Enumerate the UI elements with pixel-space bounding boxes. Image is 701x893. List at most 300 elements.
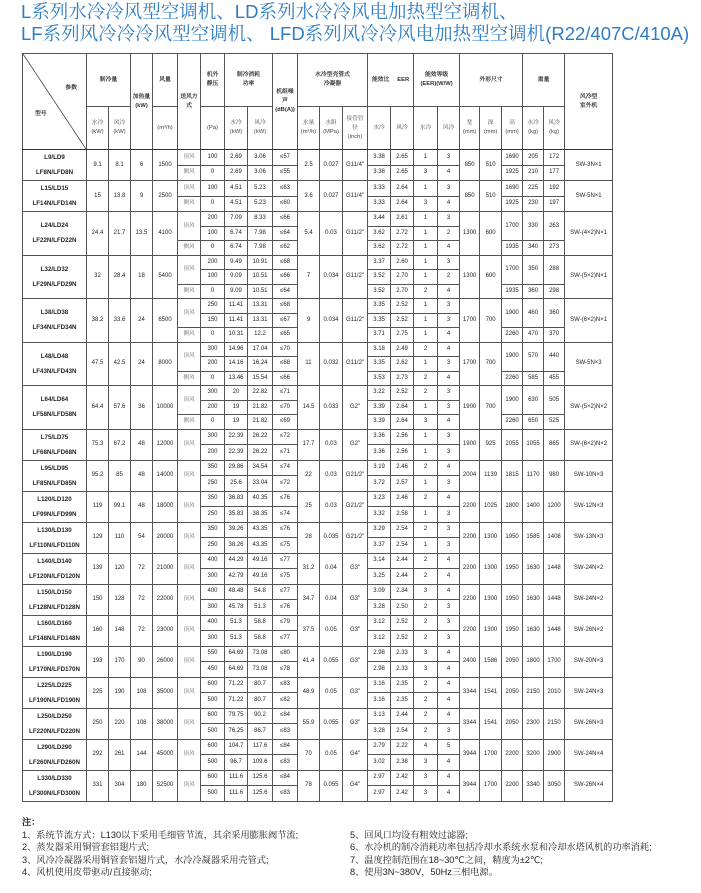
static-pressure-cell: 300 [201,342,225,357]
height-cell: 2050 [502,677,523,708]
width-cell: 2200 [460,584,480,615]
static-pressure-cell: 250 [201,299,225,314]
model-name: L190/LD190 [37,650,72,658]
grade-water-cell: 1 [414,476,438,492]
power-air-cell: 125.6 [248,786,273,802]
model-name: L330/LD330 [37,774,72,782]
weight-air-cell: 2010 [544,677,565,708]
weight-air-cell: 192 [544,181,565,197]
static-pressure-cell: 550 [201,646,225,662]
heating-cell: 18 [131,255,153,299]
eer-air-cell: 2.60 [391,255,414,270]
power-air-cell: 86.7 [248,724,273,740]
noise-cell: ≤80 [273,646,298,662]
power-air-cell: 54.8 [248,584,273,600]
power-air-cell: 125.6 [248,770,273,786]
eer-water-cell: 3.28 [368,600,391,616]
weight-water-cell: 1400 [523,491,544,522]
pipe-size-cell: G21/2" [343,460,368,491]
eer-air-cell: 2.35 [391,677,414,693]
grade-air-cell: 3 [438,313,460,328]
weight-air-cell: 273 [544,241,565,256]
table-row [23,460,613,476]
weight-water-cell: 225 [523,181,544,197]
power-water-cell: 14.16 [225,357,248,372]
eer-air-cell: 2.33 [391,662,414,678]
grade-water-cell: 1 [414,538,438,554]
power-air-cell: 26.22 [248,429,273,445]
grade-air-cell: 4 [438,786,460,802]
static-pressure-cell: 100 [201,270,225,285]
eer-air-header: 风冷 [391,107,414,150]
model-name: LF170N/LFD170N [29,665,80,673]
model-cell [23,460,87,491]
grade-air-cell: 3 [438,181,460,197]
eer-air-cell: 2.44 [391,569,414,585]
eer-water-cell: 2.97 [368,770,391,786]
weight-water-cell: 1630 [523,584,544,615]
airflow-cell: 45000 [153,739,178,770]
eer-water-cell: 3.22 [368,386,391,401]
model-cell [23,212,87,256]
airflow-cell: 4100 [153,212,178,256]
static-pressure-cell: 200 [201,400,225,415]
heating-cell: 9 [131,181,153,212]
weight-water-cell: 1055 [523,429,544,460]
eer-water-cell: 2.98 [368,646,391,662]
power-water-cell: 6.74 [225,226,248,241]
heating-cell: 72 [131,553,153,584]
grade-air-cell: 4 [438,165,460,181]
power-air-cell: 73.08 [248,662,273,678]
grade-water-cell: 1 [414,328,438,343]
power-water-cell: 13.46 [225,371,248,386]
noise-cell: ≤78 [273,662,298,678]
grade-air-cell: 4 [438,196,460,212]
water-resistance-cell: 0.034 [320,255,343,299]
noise-cell: ≤68 [273,255,298,270]
power-water-cell: 44.29 [225,553,248,569]
supply-mode-cell: 顶风 [178,150,201,166]
weight-water-cell: 340 [523,241,544,256]
power-water-cell: 6.74 [225,241,248,256]
cooling-water-header: 水冷 (kW) [87,107,109,150]
eer-air-cell: 2.58 [391,507,414,523]
outdoor-unit-cell: SW-24N×2 [565,553,613,584]
width-cell: 1700 [460,342,480,386]
static-pressure-cell: 500 [201,786,225,802]
power-water-cell: 10.31 [225,328,248,343]
weight-water-cell: 1585 [523,522,544,553]
depth-cell: 1541 [480,708,502,739]
grade-water-cell: 1 [414,507,438,523]
grade-air-cell: 4 [438,342,460,357]
power-water-cell: 19 [225,400,248,415]
supply-mode-cell: 顶风 [178,739,201,770]
grade-air-cell: 3 [438,600,460,616]
note-item: 3、风冷冷凝器采用铜管套铝翅片式，水冷冷凝器采用壳管式; [22,854,269,865]
height-cell: 1900 [502,342,523,371]
cooling-air-cell: 28.4 [109,255,131,299]
pipe-size-cell: G11/2" [343,342,368,386]
width-cell: 2200 [460,553,480,584]
height-cell: 2260 [502,371,523,386]
water-flow-cell: 78 [298,770,320,801]
water-resistance-cell: 0.055 [320,646,343,677]
model-name: LF14N/LFD14N [32,200,77,207]
power-water-cell: 76.25 [225,724,248,740]
water-resistance-cell: 0.055 [320,708,343,739]
grade-water-cell: 2 [414,522,438,538]
static-pressure-cell: 600 [201,677,225,693]
pipe-size-cell: G3" [343,708,368,739]
model-name: L290/LD290 [37,743,72,751]
grade-water-cell: 3 [414,662,438,678]
power-water-cell: 71.22 [225,677,248,693]
weight-air-cell: 2150 [544,708,565,739]
note-item: 2、蒸发器采用铜管套铝翅片式; [22,842,150,852]
power-water-cell: 25.6 [225,476,248,492]
water-flow-cell: 22 [298,460,320,491]
height-cell: 1935 [502,284,523,299]
model-name: L9/LD9 [44,154,65,161]
model-name: L160/LD160 [37,619,72,627]
supply-mode-cell: 顶风 [178,708,201,739]
power-water-cell: 38.26 [225,538,248,554]
power-air-cell: 12.2 [248,328,273,343]
airflow-cell: 2500 [153,181,178,212]
grade-air-cell: 3 [438,255,460,270]
static-pressure-cell: 0 [201,415,225,430]
heating-cell: 6 [131,150,153,181]
pipe-size-cell: G4" [343,770,368,801]
grade-water-cell: 3 [414,584,438,600]
eer-air-cell: 2.22 [391,739,414,755]
cooling-water-cell: 250 [87,708,109,739]
heating-cell: 108 [131,708,153,739]
depth-cell: 600 [480,255,502,299]
table-row [23,584,613,600]
cooling-air-cell: 21.7 [109,212,131,256]
model-name: L15/LD15 [40,185,69,192]
eer-air-cell: 2.34 [391,584,414,600]
weight-air-cell: 1448 [544,584,565,615]
note-item: 8、使用3N~380V，50Hz三相电源。 [350,867,498,877]
weight-air-cell: 1448 [544,553,565,584]
noise-cell: ≤66 [273,270,298,285]
noise-cell: ≤68 [273,357,298,372]
weight-water-cell: 470 [523,328,544,343]
table-row [23,615,613,631]
power-water-cell: 29.86 [225,460,248,476]
eer-water-cell: 3.09 [368,584,391,600]
power-air-cell: 80.7 [248,677,273,693]
depth-cell: 1300 [480,553,502,584]
width-cell: 3944 [460,770,480,801]
pipe-size-cell: G11/2" [343,212,368,256]
notes-heading: 注： [22,817,41,827]
eer-air-cell: 2.52 [391,386,414,401]
water-flow-cell: 2.5 [298,150,320,181]
grade-water-cell: 2 [414,460,438,476]
model-cell [23,386,87,430]
eer-water-cell: 2.98 [368,662,391,678]
static-pressure-cell: 200 [201,212,225,227]
power-air-cell: 34.54 [248,460,273,476]
width-cell: 1300 [460,255,480,299]
eer-water-cell: 3.16 [368,693,391,709]
weight-water-cell: 1630 [523,553,544,584]
height-cell: 1690 [502,181,523,197]
outdoor-unit-cell: SW-10N×3 [565,460,613,491]
grade-water-cell: 2 [414,677,438,693]
height-cell: 2050 [502,646,523,677]
grade-air-cell: 4 [438,755,460,771]
eer-air-cell: 2.52 [391,313,414,328]
power-water-cell: 14.96 [225,342,248,357]
eer-water-cell: 3.62 [368,226,391,241]
eer-water-cell: 3.72 [368,476,391,492]
height-cell: 2260 [502,415,523,430]
dimensions-header: 外形尺寸 [460,54,523,107]
airflow-cell: 21000 [153,553,178,584]
grade-water-cell: 2 [414,342,438,357]
height-cell: 1950 [502,553,523,584]
weight-air-cell: 865 [544,429,565,460]
cooling-air-cell: 8.1 [109,150,131,181]
static-pressure-cell: 100 [201,181,225,197]
grade-air-cell: 4 [438,241,460,256]
supply-mode-cell: 侧风 [178,196,201,212]
depth-cell: 700 [480,386,502,430]
pipe-size-cell: G3" [343,615,368,646]
static-pressure-cell: 450 [201,662,225,678]
grade-air-cell: 4 [438,491,460,507]
heating-cell: 48 [131,460,153,491]
model-name: LF22N/LFD22N [32,237,77,245]
static-pressure-cell: 300 [201,386,225,401]
cooling-water-cell: 9.1 [87,150,109,181]
grade-water-cell: 3 [414,415,438,430]
table-row [23,181,613,197]
model-name: L32/LD32 [40,265,69,273]
grade-air-cell: 3 [438,212,460,227]
eer-air-cell: 2.42 [391,770,414,786]
weight-water-cell: 585 [523,371,544,386]
noise-cell: ≤79 [273,615,298,631]
water-flow-cell: 37.5 [298,615,320,646]
weight-water-cell: 2150 [523,677,544,708]
eer-air-cell: 2.64 [391,196,414,212]
noise-cell: ≤82 [273,693,298,709]
power-air-cell: 43.35 [248,522,273,538]
power-water-cell: 9.49 [225,255,248,270]
height-header: 高 (mm) [502,107,523,150]
supply-mode-cell: 顶风 [178,770,201,801]
spec-table [22,53,613,802]
outdoor-unit-cell: SW-(5×2)N×2 [565,386,613,430]
water-resistance-cell: 0.032 [320,342,343,386]
noise-cell: ≤70 [273,342,298,357]
supply-mode-cell: 顶风 [178,460,201,491]
static-pressure-cell: 0 [201,371,225,386]
cooling-air-cell: 120 [109,553,131,584]
eer-air-cell: 2.62 [391,357,414,372]
water-flow-cell: 25 [298,491,320,522]
airflow-cell: 12000 [153,429,178,460]
model-cell [23,522,87,553]
condenser-header: 水冷型壳管式 冷凝器 [298,54,368,107]
cooling-water-cell: 292 [87,739,109,770]
grade-air-cell: 4 [438,553,460,569]
height-cell: 1950 [502,615,523,646]
supply-mode-cell: 顶风 [178,491,201,522]
water-flow-cell: 70 [298,739,320,770]
power-water-cell: 111.6 [225,786,248,802]
water-resistance-cell: 0.055 [320,770,343,801]
power-water-cell: 20 [225,386,248,401]
water-resistance-cell: 0.033 [320,386,343,430]
eer-water-cell: 3.37 [368,538,391,554]
water-flow-cell: 48.9 [298,677,320,708]
static-pressure-cell: 600 [201,708,225,724]
power-header: 制冷消耗 功率 [225,54,273,107]
notes-right [350,829,652,879]
outdoor-unit-cell: SW-(6×2)N×2 [565,429,613,460]
pipe-size-cell: G2" [343,429,368,460]
airflow-cell: 10000 [153,386,178,430]
table-row [23,255,613,270]
noise-cell: ≤70 [273,400,298,415]
eer-air-cell: 2.65 [391,150,414,166]
depth-cell: 700 [480,342,502,386]
grade-water-cell: 1 [414,226,438,241]
noise-cell: ≤67 [273,313,298,328]
height-cell: 1690 [502,150,523,166]
power-water-cell: 71.22 [225,693,248,709]
height-cell: 1700 [502,255,523,284]
height-cell: 1900 [502,386,523,415]
eer-air-cell: 2.64 [391,400,414,415]
depth-cell: 1586 [480,646,502,677]
pipe-size-cell: G21/2" [343,522,368,553]
grade-air-cell: 4 [438,646,460,662]
grade-water-cell: 1 [414,400,438,415]
cooling-water-cell: 75.3 [87,429,109,460]
power-water-cell: 2.69 [225,165,248,181]
grade-air-cell: 4 [438,569,460,585]
water-resistance-cell: 0.03 [320,429,343,460]
noise-header: 机组噪 声 (dB(A)) [273,54,298,150]
grade-water-cell: 3 [414,786,438,802]
cooling-water-cell: 24.4 [87,212,109,256]
grade-water-cell: 2 [414,693,438,709]
height-cell: 2055 [502,429,523,460]
water-resistance-cell: 0.05 [320,677,343,708]
supply-mode-cell: 侧风 [178,284,201,299]
pipe-size-cell: G11/2" [343,299,368,343]
weight-air-cell: 177 [544,165,565,181]
grade-water-cell: 4 [414,739,438,755]
model-cell [23,584,87,615]
power-air-cell: 117.6 [248,739,273,755]
static-pressure-cell: 200 [201,357,225,372]
noise-cell: ≤66 [273,212,298,227]
model-name: LF128N/LFD128N [29,603,80,611]
model-cell [23,181,87,212]
width-cell: 2200 [460,491,480,522]
table-row [23,212,613,227]
noise-cell: ≤62 [273,241,298,256]
weight-water-cell: 350 [523,255,544,284]
eer-water-cell: 2.79 [368,739,391,755]
noise-cell: ≤63 [273,181,298,197]
power-air-cell: 8.33 [248,212,273,227]
weight-water-cell: 460 [523,299,544,328]
table-body [23,150,613,802]
water-resistance-cell: 0.05 [320,739,343,770]
static-pressure-cell: 500 [201,724,225,740]
outdoor-unit-cell: SW-24N×2 [565,584,613,615]
eer-header [368,54,414,107]
power-water-cell: 51.3 [225,615,248,631]
static-pressure-cell: 300 [201,631,225,647]
grade-air-cell: 4 [438,662,460,678]
weight-water-cell: 630 [523,386,544,415]
eer-air-cell: 2.70 [391,270,414,285]
weight-air-cell: 455 [544,371,565,386]
weight-air-cell: 525 [544,415,565,430]
water-flow-header: 水量 (m³/h) [298,107,320,150]
heating-capacity-header: 加热量 (kW) [131,54,153,150]
power-air-cell: 43.35 [248,538,273,554]
weight-air-cell: 197 [544,196,565,212]
static-pressure-header: 机外 静压 [201,54,225,107]
eer-water-cell: 3.19 [368,460,391,476]
supply-mode-cell: 顶风 [178,299,201,328]
power-air-cell: 16.24 [248,357,273,372]
eer-air-cell: 2.64 [391,415,414,430]
eer-air-cell: 2.54 [391,522,414,538]
static-pressure-cell: 0 [201,196,225,212]
weight-water-cell: 650 [523,415,544,430]
weight-water-cell: 1170 [523,460,544,491]
power-water-cell: 35.83 [225,507,248,523]
grade-water-cell: 1 [414,181,438,197]
power-water-cell: 51.3 [225,631,248,647]
eer-water-cell: 3.14 [368,553,391,569]
height-cell: 2200 [502,739,523,770]
power-air-cell: 73.08 [248,646,273,662]
static-pressure-cell: 400 [201,615,225,631]
cooling-air-cell: 33.6 [109,299,131,343]
power-water-cell: 7.09 [225,212,248,227]
water-flow-cell: 28 [298,522,320,553]
supply-mode-cell: 顶风 [178,646,201,677]
model-name: L75/LD75 [40,433,69,441]
eer-water-cell: 3.35 [368,313,391,328]
airflow-cell: 5400 [153,255,178,299]
weight-water-cell: 1800 [523,646,544,677]
cooling-air-cell: 57.6 [109,386,131,430]
table-row [23,522,613,538]
depth-cell: 1300 [480,584,502,615]
static-pressure-cell: 150 [201,313,225,328]
power-water-cell: 42.79 [225,569,248,585]
power-water-cell: 36.83 [225,491,248,507]
power-water-cell: 2.69 [225,150,248,166]
supply-mode-cell: 侧风 [178,165,201,181]
